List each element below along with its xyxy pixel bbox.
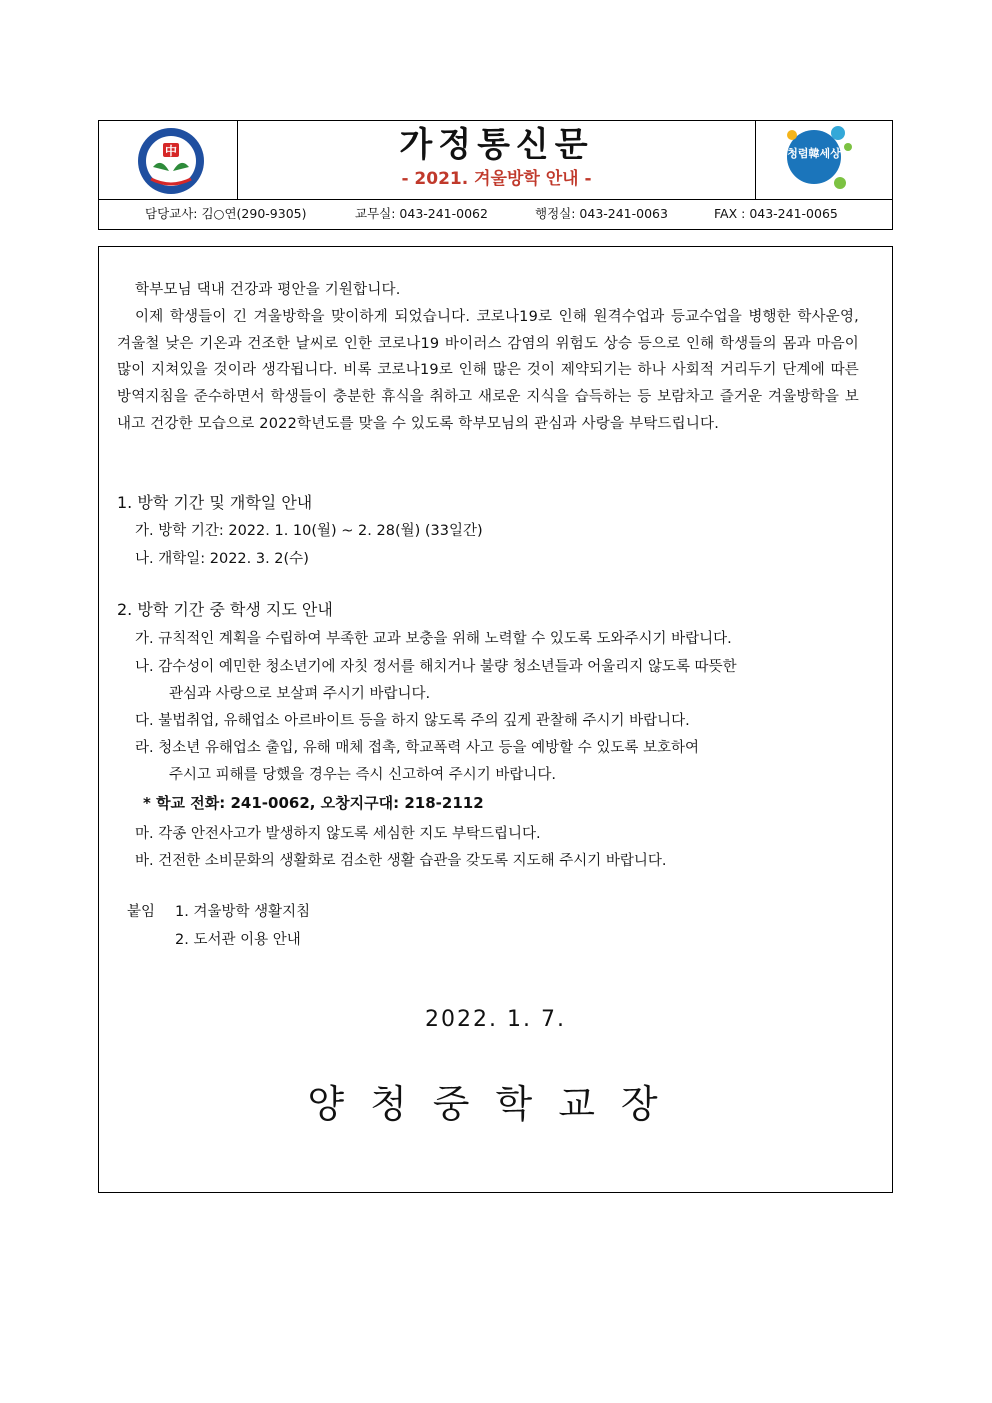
svg-text:청렴韓세상: 청렴韓세상 xyxy=(787,147,841,160)
phone-note: * 학교 전화: 241-0062, 오창지구대: 218-2112 xyxy=(143,794,484,812)
guidance-item-a: 가. 규칙적인 계획을 수립하여 부족한 교과 보충을 위해 노력할 수 있도록 도와주시기 바랍니다. xyxy=(135,631,732,647)
attachment-item-1: 1. 겨울방학 생활지침 xyxy=(175,904,311,920)
guidance-item-f: 바. 건전한 소비문화의 생활화로 검소한 생활 습관을 갖도록 지도해 주시기 바랍니다. xyxy=(135,853,667,869)
guidance-item-e: 마. 각종 안전사고가 발생하지 않도록 세심한 지도 부탁드립니다. xyxy=(135,826,541,842)
section1-title: 1. 방학 기간 및 개학일 안내 xyxy=(117,493,313,512)
guidance-item-b: 나. 감수성이 예민한 청소년기에 자칫 정서를 해치거나 불량 청소년들과 어울리지 않도록 따뜻한 xyxy=(135,659,737,675)
attachment-item-2: 2. 도서관 이용 안내 xyxy=(175,932,301,948)
office-contact: 교무실: 043-241-0062 xyxy=(355,206,488,221)
document-subtitle: - 2021. 겨울방학 안내 - xyxy=(401,169,592,189)
document-date: 2022. 1. 7. xyxy=(425,1007,566,1032)
svg-text:中: 中 xyxy=(164,144,178,158)
document-title: 가정통신문 xyxy=(399,125,594,165)
guidance-item-c: 다. 불법취업, 유해업소 아르바이트 등을 하지 않도록 주의 깊게 관찰해 주시기 바랍니다. xyxy=(135,713,690,729)
fax-contact: FAX : 043-241-0065 xyxy=(714,206,838,221)
integrity-logo-cell xyxy=(755,121,892,199)
school-logo-cell xyxy=(99,121,238,199)
header-box xyxy=(98,120,893,230)
integrity-logo-icon xyxy=(756,121,892,199)
school-emblem-icon xyxy=(99,121,237,199)
principal-signature: 양청중학교장 xyxy=(307,1082,684,1126)
teacher-contact: 담당교사: 김○연(290-9305) xyxy=(145,206,307,221)
guidance-item-d: 라. 청소년 유해업소 출입, 유해 매체 접촉, 학교폭력 사고 등을 예방할 수 있도록 보호하여 xyxy=(135,740,699,756)
title-cell xyxy=(237,121,756,199)
contact-row xyxy=(99,199,892,229)
header-top-row xyxy=(99,121,892,200)
intro-paragraph xyxy=(117,277,859,438)
guidance-item-b-cont: 관심과 사랑으로 보살펴 주시기 바랍니다. xyxy=(169,686,431,702)
section2-title: 2. 방학 기간 중 학생 지도 안내 xyxy=(117,600,333,619)
greeting-text: 학부모님 댁내 건강과 평안을 기원합니다. xyxy=(135,282,401,298)
vacation-period-line: 가. 방학 기간: 2022. 1. 10(월) ~ 2. 28(월) (33일간) xyxy=(135,523,483,539)
admin-contact: 행정실: 043-241-0063 xyxy=(535,206,668,221)
school-start-line: 나. 개학일: 2022. 3. 2(수) xyxy=(135,551,309,567)
body-box xyxy=(98,246,893,1193)
guidance-item-d-cont: 주시고 피해를 당했을 경우는 즉시 신고하여 주시기 바랍니다. xyxy=(169,767,557,783)
attachment-label: 붙임 xyxy=(127,904,156,920)
intro-body-text: 이제 학생들이 긴 겨울방학을 맞이하게 되었습니다. 코로나19로 인해 원격수업과 등교수업을 병행한 학사운영, 겨울철 낮은 기온과 건조한 날씨로 인한 코로나19 바이러스 감염의 위험도 상승 등으로 인해 학생들의 몸과 마음이 많이 지쳐있을 것이라 생각됩니다. 비록 코로나19로 인해 많은 것이 제약되기는 하나 사회적 거리두기 단계에 따른 방역지침을 준수하면서 학생들이 충분한 휴식을 취하고 새로운 지식을 습득하는 등 보람차고 즐거운 겨울방학을 보내고 건강한 모습으로 2022학년도를 맞을 수 있도록 학부모님의 관심과 사랑을 부탁드립니다. xyxy=(117,308,859,432)
